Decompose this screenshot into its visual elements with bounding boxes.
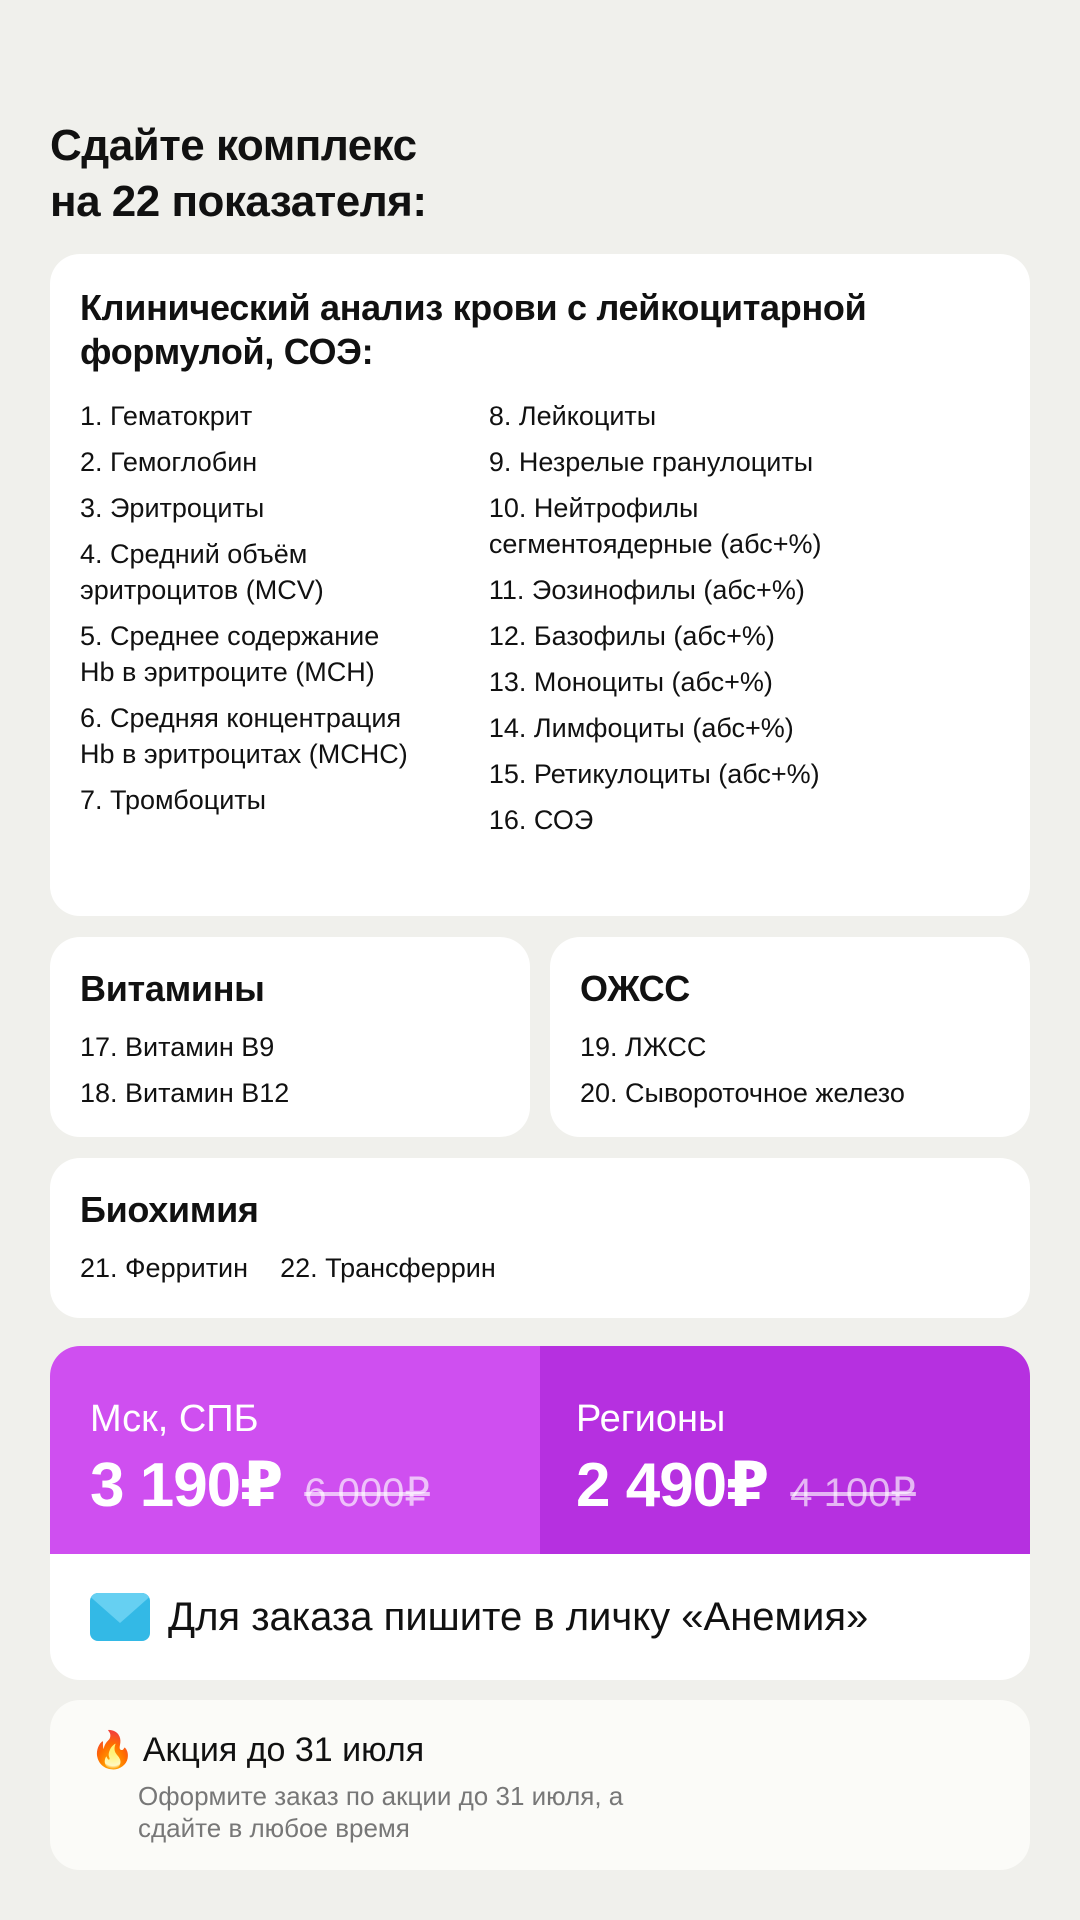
blood-analysis-title bbox=[80, 286, 1000, 374]
list-item: 11. Эозинофилы (абс+%) bbox=[488, 575, 805, 605]
current-price: 2 490₽ bbox=[576, 1451, 769, 1520]
promo-title: Акция до 31 июля bbox=[142, 1731, 425, 1769]
order-instructions[interactable] bbox=[50, 1554, 1030, 1680]
promo-title-row bbox=[90, 1728, 990, 1772]
price-regions bbox=[540, 1346, 1030, 1554]
list-item: 14. Лимфоциты (абс+%) bbox=[488, 713, 794, 743]
list-item: 12. Базофилы (абс+%) bbox=[488, 621, 775, 651]
biochemistry-card bbox=[50, 1158, 1030, 1318]
blood-items-left bbox=[80, 398, 489, 848]
current-price: 3 190₽ bbox=[90, 1451, 283, 1520]
list-item: 9. Незрелые гранулоциты bbox=[488, 447, 814, 477]
fire-icon: 🔥 bbox=[90, 1729, 135, 1770]
list-item: 1. Гематокрит bbox=[80, 401, 253, 431]
blood-analysis-card bbox=[50, 254, 1030, 916]
price-region-label: Регионы bbox=[576, 1398, 726, 1440]
promo-card bbox=[50, 1700, 1030, 1870]
biochemistry-items bbox=[80, 1250, 1000, 1296]
mail-icon bbox=[90, 1593, 150, 1641]
list-item: 19. ЛЖСС bbox=[580, 1032, 707, 1062]
price-row bbox=[90, 1448, 540, 1521]
blood-title-line-2: формулой, СОЭ: bbox=[80, 331, 374, 372]
old-price: 4 100₽ bbox=[790, 1471, 916, 1515]
old-price: 6 000₽ bbox=[304, 1471, 430, 1515]
price-block bbox=[50, 1346, 1030, 1680]
price-row bbox=[576, 1448, 1030, 1521]
price-region-label: Мск, СПБ bbox=[90, 1398, 259, 1440]
headline-line-1: Сдайте комплекс bbox=[50, 121, 417, 170]
price-msk-spb bbox=[50, 1346, 540, 1554]
list-item: 8. Лейкоциты bbox=[488, 401, 657, 431]
list-item: 21. Ферритин bbox=[80, 1253, 249, 1283]
blood-items-columns bbox=[80, 398, 1000, 848]
blood-items-right bbox=[489, 398, 1000, 848]
ojss-card bbox=[550, 937, 1030, 1137]
list-item: 2. Гемоглобин bbox=[80, 447, 258, 477]
order-text: Для заказа пишите в личку «Анемия» bbox=[168, 1594, 869, 1639]
headline-line-2: на 22 показателя: bbox=[50, 177, 427, 226]
list-item: 17. Витамин B9 bbox=[80, 1032, 275, 1062]
promo-subtitle: Оформите заказ по акции до 31 июля, а сдайте в любое время bbox=[138, 1781, 624, 1843]
list-item: 5. Среднее содержание Hb в эритроците (MCH) bbox=[80, 621, 380, 687]
biochemistry-title: Биохимия bbox=[80, 1189, 259, 1230]
list-item: 7. Тромбоциты bbox=[80, 785, 267, 815]
list-item: 16. СОЭ bbox=[488, 805, 594, 835]
list-item: 3. Эритроциты bbox=[80, 493, 265, 523]
list-item: 20. Сывороточное железо bbox=[580, 1078, 905, 1108]
list-item: 13. Моноциты (абс+%) bbox=[488, 667, 773, 697]
blood-title-line-1: Клинический анализ крови с лейкоцитарной bbox=[80, 287, 867, 328]
list-item: 4. Средний объём эритроцитов (MCV) bbox=[80, 539, 324, 605]
vitamins-card bbox=[50, 937, 530, 1137]
list-item: 18. Витамин B12 bbox=[80, 1078, 290, 1108]
vitamins-title: Витамины bbox=[80, 968, 265, 1009]
ojss-title: ОЖСС bbox=[580, 968, 690, 1009]
list-item: 22. Трансферрин bbox=[280, 1253, 496, 1283]
page-headline bbox=[50, 118, 426, 230]
list-item: 15. Ретикулоциты (абс+%) bbox=[488, 759, 820, 789]
list-item: 6. Средняя концентрация Hb в эритроцитах (MCHC) bbox=[80, 703, 408, 769]
list-item: 10. Нейтрофилы сегментоядерные (абс+%) bbox=[488, 493, 822, 559]
